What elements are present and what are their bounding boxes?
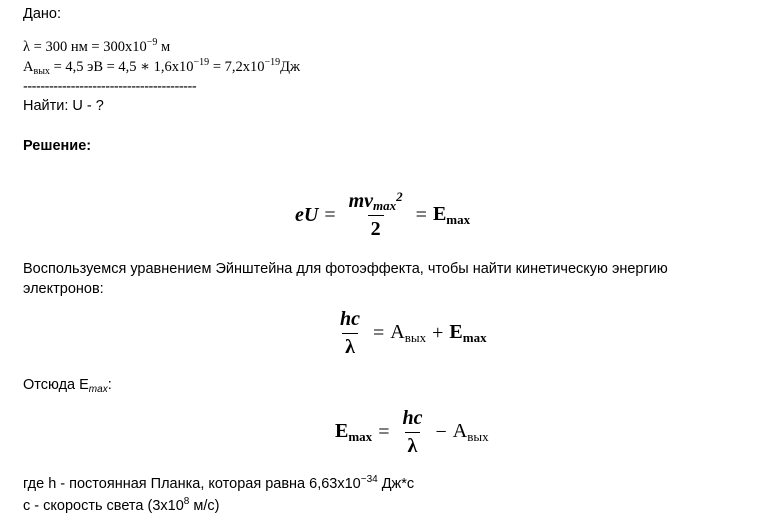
eq1-fraction bbox=[346, 190, 406, 241]
given-label: Дано: bbox=[23, 6, 61, 22]
work-a-sub: вых bbox=[33, 66, 50, 77]
equation-einstein bbox=[333, 308, 487, 359]
eq3-fraction bbox=[399, 407, 425, 458]
eq1-numerator: $mv_{max}^2$ bbox=[348, 189, 403, 213]
lambda-unit: м bbox=[157, 39, 171, 55]
work-exp1: −19 bbox=[193, 57, 210, 68]
work-exp2: −19 bbox=[264, 57, 281, 68]
eq1-equals: = bbox=[324, 204, 336, 226]
eq2-work: $A_{вых}$ bbox=[390, 321, 427, 345]
eq3-work: $A_{вых}$ bbox=[452, 420, 489, 444]
lambda-lhs: λ = 300 нм = 300x10 bbox=[23, 39, 147, 55]
einstein-text-2: электронов: bbox=[23, 281, 104, 297]
eq3-minus: − bbox=[435, 421, 447, 443]
work-function-line bbox=[23, 58, 300, 76]
planck-line: где h - постоянная Планка, которая равна $6,63x10^{-34}$ Дж*с bbox=[23, 474, 415, 492]
work-part1: = 4,5 эВ = 4,5 ∗ 1,6x10 bbox=[49, 59, 194, 75]
eq1-rhs: $E_{max}$ bbox=[432, 203, 471, 227]
lambda-line bbox=[23, 38, 170, 56]
work-part2: = 7,2x10 bbox=[209, 59, 265, 75]
eq3-energy: $E_{max}$ bbox=[335, 420, 373, 444]
separator: ---------------------------------------- bbox=[23, 79, 197, 95]
solution-label: Решение: bbox=[23, 138, 92, 154]
find-line: Найти: U - ? bbox=[23, 98, 104, 114]
work-a: A bbox=[23, 59, 34, 75]
eq2-equals: = bbox=[373, 322, 385, 344]
eq1-lhs: eU bbox=[295, 204, 319, 226]
eq1-equals-2: = bbox=[415, 204, 427, 226]
eq3-equals: = bbox=[378, 421, 390, 443]
work-unit: Дж bbox=[280, 59, 301, 75]
eq2-denominator: λ bbox=[342, 333, 358, 359]
eq3-denominator: λ bbox=[405, 432, 421, 458]
lambda-exp: −9 bbox=[146, 37, 158, 48]
eq2-fraction bbox=[337, 308, 363, 359]
eq1-denominator: 2 bbox=[368, 215, 384, 241]
eq2-numerator: hc bbox=[340, 308, 360, 330]
eq2-energy: $E_{max}$ bbox=[449, 321, 487, 345]
eq2-plus: + bbox=[432, 322, 444, 344]
equation-energy bbox=[295, 190, 470, 241]
einstein-text-1: Воспользуемся уравнением Эйнштейна для фотоэффекта, чтобы найти кинетическую энергию bbox=[23, 261, 668, 277]
light-speed-line: c - скорость света ($3x10^8$ м/с) bbox=[23, 496, 220, 514]
equation-kinetic bbox=[335, 407, 489, 458]
eq3-numerator: hc bbox=[402, 407, 423, 429]
hence-line: Отсюда $E_{max}$: bbox=[23, 377, 112, 395]
